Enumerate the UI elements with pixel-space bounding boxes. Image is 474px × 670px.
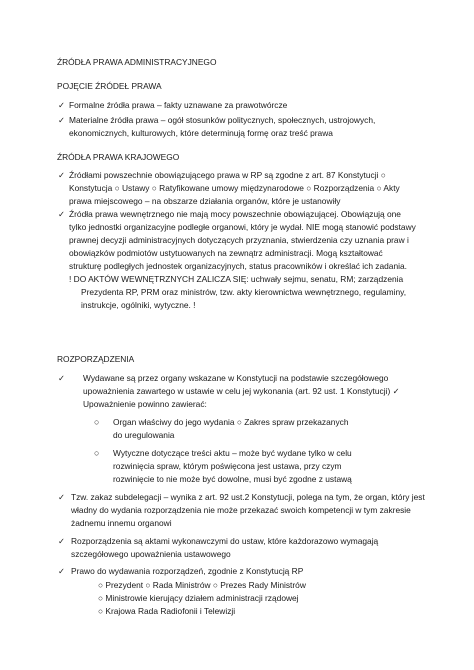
sub-item-line: ○ Prezydent ○ Rada Ministrów ○ Prezes Rady Ministrów (98, 580, 306, 590)
check-icon: ✓ (58, 115, 66, 125)
check-icon: ✓ (58, 170, 66, 180)
list-item-line: szczegółowego upoważnienia ustawowego (71, 549, 231, 559)
check-icon: ✓ (58, 536, 66, 546)
document-title: ŹRÓDŁA PRAWA ADMINISTRACYJNEGO (57, 57, 217, 67)
list-item-line: Konstytucja ○ Ustawy ○ Ratyfikowane umowy międzynarodowe ○ Rozporządzenia ○ Akty (69, 183, 400, 193)
list-item-line: Prezydenta RP, PRM oraz ministrów, tzw. akty kierownictwa wewnętrznego, regulaminy, (81, 287, 407, 297)
list-item-line: ekonomicznych, kulturowych, które determinują formę oraz treść prawa (69, 128, 333, 138)
check-icon: ✓ (58, 209, 66, 219)
list-item-line: obowiązków podmiotów ustytuowanych na zewnątrz administracji. Mogą kształtować (69, 248, 383, 258)
list-item-line: Źródła prawa wewnętrznego nie mają mocy powszechnie obowiązującej. Obowiązują one (69, 209, 401, 219)
check-icon: ✓ (58, 492, 66, 502)
list-item-line: Tzw. zakaz subdelegacji – wynika z art. 92 ust.2 Konstytucji, polega na tym, że organ, który jest (71, 492, 425, 502)
section-heading-krajowe: ŹRÓDŁA PRAWA KRAJOWEGO (57, 152, 180, 162)
circle-bullet-icon: ○ (94, 417, 100, 427)
list-item-line: Prawo do wydawania rozporządzeń, zgodnie z Konstytucją RP (71, 566, 304, 576)
sub-item-line: ○ Ministrowie kierujący działem administracji rządowej (98, 593, 299, 603)
check-icon: ✓ (58, 566, 66, 576)
list-item-line: Upoważnienie powinno zawierać: (83, 399, 207, 409)
sub-item-line: ○ Krajowa Rada Radiofonii i Telewizji (98, 606, 236, 616)
list-item-line: Rozporządzenia są aktami wykonawczymi do ustaw, które każdorazowo wymagają (71, 536, 379, 546)
list-item-line: Materialne źródła prawa – ogół stosunków politycznych, społecznych, ustrojowych, (69, 115, 376, 125)
list-item-line: Formalne źródła prawa – fakty uznawane za prawotwórcze (69, 100, 288, 110)
list-item-line: strukturę podległych jednostek organizacyjnych, status pracowników i określać ich zadania. (69, 261, 407, 271)
list-item-line: władny do wydania rozporządzenia nie może przekazać swoich kompetencji w tym zakresie (71, 505, 411, 515)
section-heading-pojecie: POJĘCIE ŹRÓDEŁ PRAWA (57, 81, 162, 91)
sub-item-line: do uregulowania (113, 430, 175, 440)
list-item-line: prawa miejscowego – na obszarze działania organów, które je ustanowiły (69, 196, 341, 206)
list-item-line: żadnemu innemu organowi (71, 518, 172, 528)
section-heading-rozporzadzenia: ROZPORZĄDZENIA (57, 354, 135, 364)
sub-item-line: rozwinięcie to nie może być dowolne, musi być zgodne z ustawą (113, 474, 352, 484)
sub-item-line: rozwinięcia spraw, którym poświęcona jest ustawa, przy czym (113, 461, 342, 471)
list-item-line: Źródłami powszechnie obowiązującego prawa w RP są zgodne z art. 87 Konstytucji ○ (69, 170, 386, 180)
list-item-line: prawnej decyzji administracyjnych dotyczących przyznania, stwierdzenia czy uznania praw i (69, 235, 409, 245)
list-item-line: tylko jednostki organizacyjne podległe organowi, który je wydał. NIE mogą stanowić podstawy (69, 222, 416, 232)
sub-item-line: Organ właściwy do jego wydania ○ Zakres spraw przekazanych (113, 417, 349, 427)
list-item-line: Wydawane są przez organy wskazane w Konstytucji na podstawie szczegółowego (83, 373, 389, 383)
sub-item-line: Wytyczne dotyczące treści aktu – może być wydane tylko w celu (113, 448, 352, 458)
circle-bullet-icon: ○ (94, 448, 100, 458)
list-item-line: ! DO AKTÓW WEWNĘTRZNYCH ZALICZA SIĘ: uchwały sejmu, senatu, RM; zarządzenia (69, 274, 404, 284)
check-icon: ✓ (58, 100, 66, 110)
list-item-line: upoważnienia zawartego w ustawie w celu jej wykonania (art. 92 ust. 1 Konstytucji) ✓ (83, 386, 400, 396)
check-icon: ✓ (58, 373, 66, 383)
list-item-line: instrukcje, ogólniki, wytyczne. ! (81, 300, 196, 310)
